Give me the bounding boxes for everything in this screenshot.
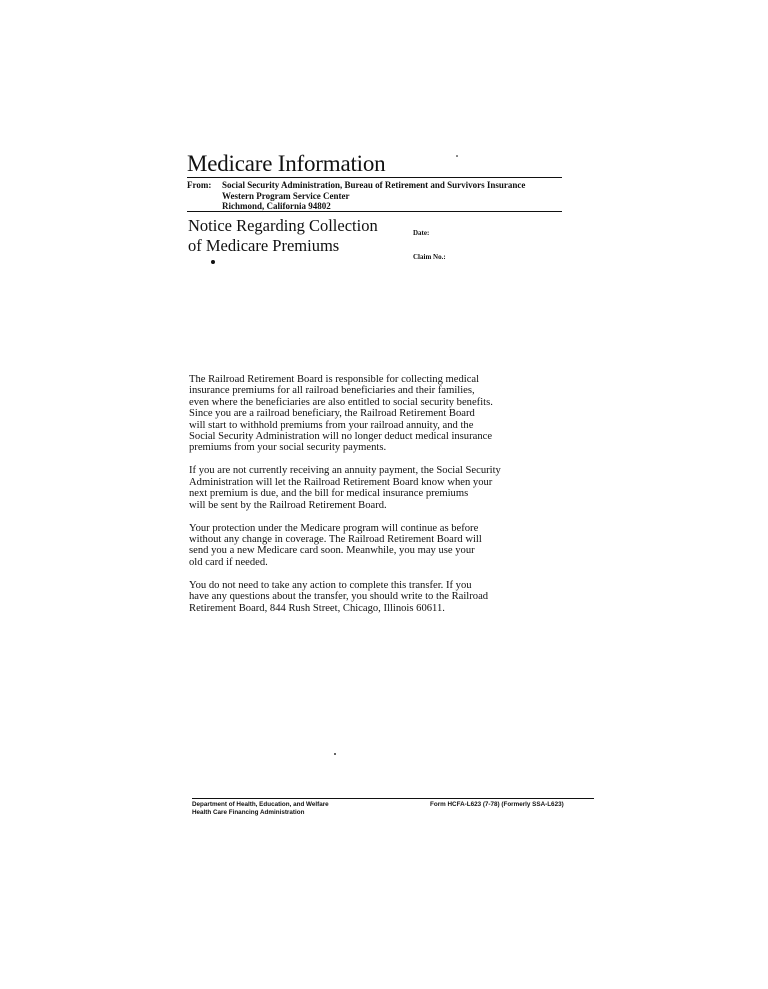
text-line: old card if needed. [189,556,268,568]
footer-rule [192,798,594,799]
header-rule [187,211,562,212]
title-rule [187,177,562,178]
text-line: even where the beneficiaries are also entitled to social security benefits. [189,396,493,408]
footer-agency-line: Health Care Financing Administration [192,808,305,816]
text-line: Since you are a railroad beneficiary, the Railroad Retirement Board [189,408,475,420]
text-line: premiums from your social security payments. [189,442,387,454]
text-line: You do not need to take any action to complete this transfer. If you [189,579,472,591]
notice-body [189,374,569,626]
footer-agency [192,801,329,816]
bullet-mark [211,260,215,264]
text-line: send you a new Medicare card soon. Meanwhile, you may use your [189,545,475,557]
sender-address [222,180,525,212]
text-line: without any change in coverage. The Railroad Retirement Board will [189,534,482,546]
sender-line: Western Program Service Center [222,190,350,201]
paragraph [189,580,569,614]
scan-speck [456,155,458,157]
paragraph [189,374,569,454]
sender-line: Social Security Administration, Bureau of Retirement and Survivors Insurance [222,180,526,190]
text-line: Retirement Board, 844 Rush Street, Chicago, Illinois 60611. [189,602,445,614]
text-line: Social Security Administration will no longer deduct medical insurance [189,431,493,443]
date-label: Date: [413,229,430,237]
notice-title [188,216,378,256]
text-line: will start to withhold premiums from your railroad annuity, and the [189,419,474,431]
scan-speck [334,753,336,755]
text-line: have any questions about the transfer, you should write to the Railroad [189,591,489,603]
sender-line: Richmond, California 94802 [222,201,331,212]
from-label: From: [187,180,212,190]
text-line: insurance premiums for all railroad beneficiaries and their families, [189,385,475,397]
claim-number-label: Claim No.: [413,253,446,261]
form-number: Form HCFA-L623 (7-78) (Formerly SSA-L623) [430,801,564,808]
text-line: If you are not currently receiving an annuity payment, the Social Security [189,465,501,477]
text-line: Your protection under the Medicare program will continue as before [189,522,479,534]
text-line: The Railroad Retirement Board is responsible for collecting medical [189,374,480,385]
notice-title-line: of Medicare Premiums [188,236,340,255]
text-line: Administration will let the Railroad Retirement Board know when your [189,476,493,488]
text-line: will be sent by the Railroad Retirement Board. [189,499,387,511]
text-line: next premium is due, and the bill for medical insurance premiums [189,488,469,500]
footer-agency-line: Department of Health, Education, and Welfare [192,801,329,808]
document-title: Medicare Information [187,151,386,176]
paragraph [189,523,569,569]
paragraph [189,465,569,511]
notice-title-line: Notice Regarding Collection [188,216,378,235]
